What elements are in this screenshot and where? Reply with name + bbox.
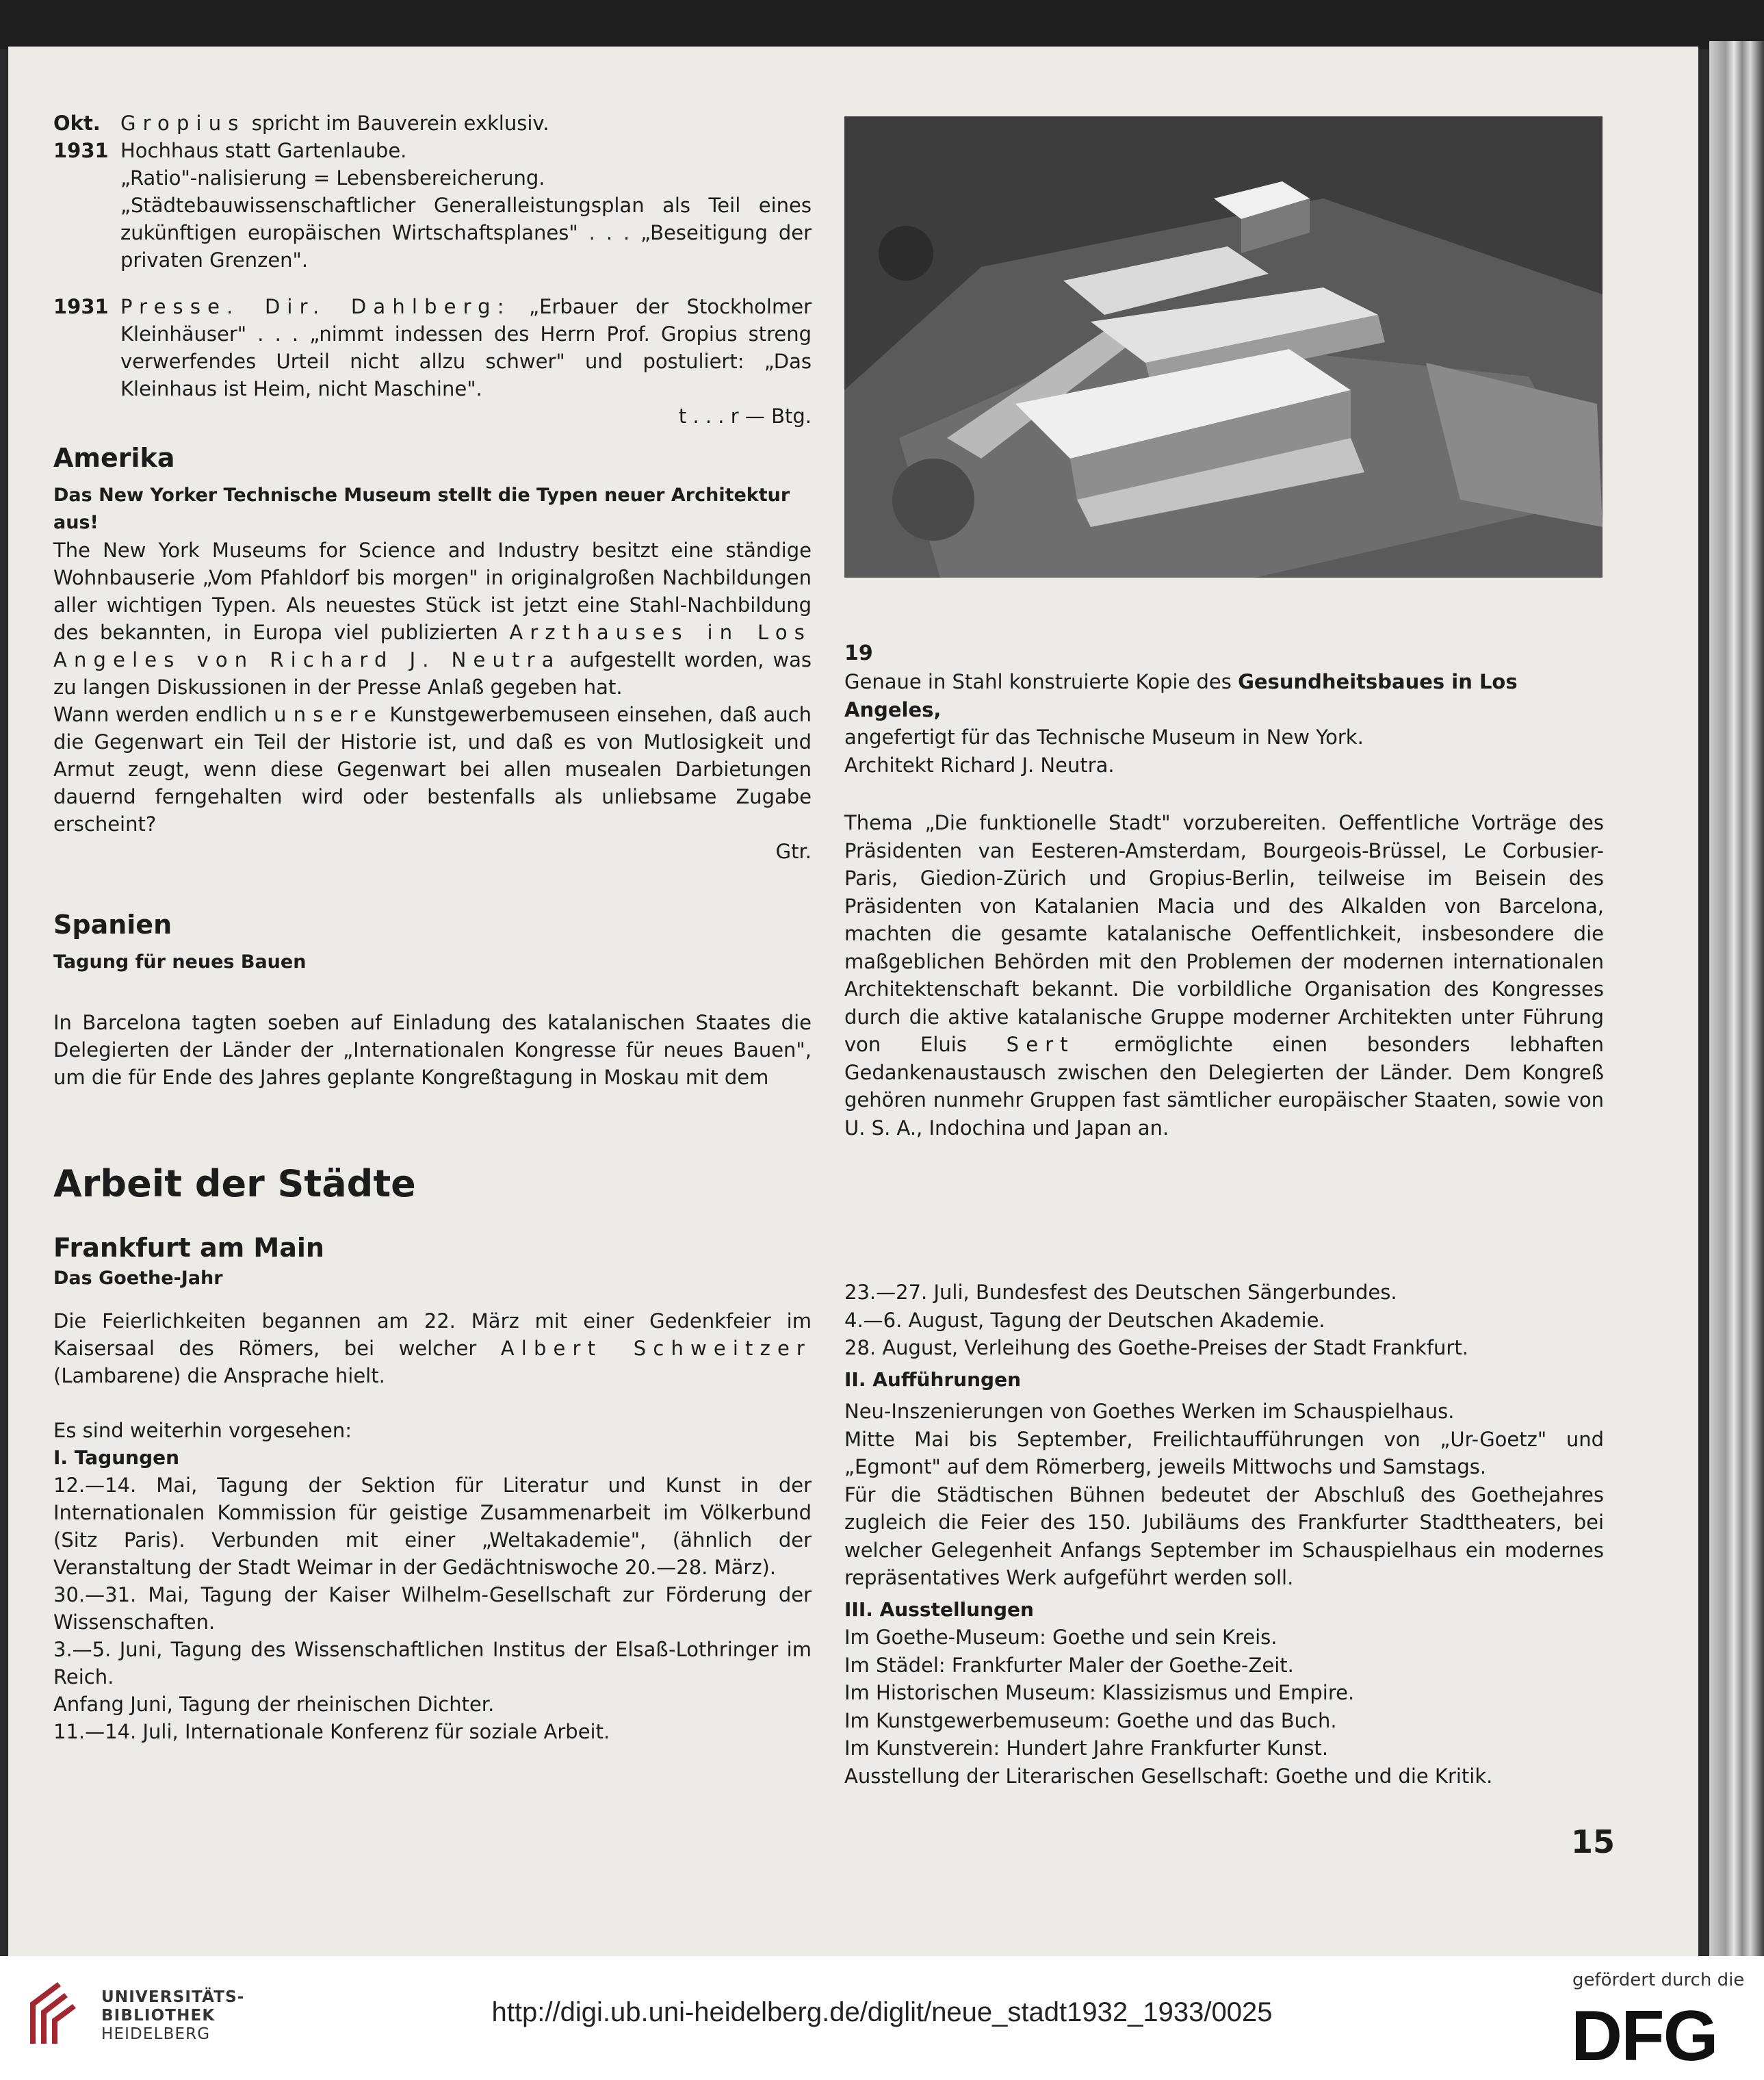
- paragraph-museum: The New York Museums for Science and Industry besitzt eine ständige Wohnbauserie „Vom Pfahldorf bis morgen" in originalgroßen Nachbildungen aller wichtigen Typen. Als neuestes Stück ist jetzt eine Stahl-Nachbildung des bekannten, in Europa viel publizierten Arzthauses in Los Angeles von Richard J. Neutra aufgestellt worden, was zu langen Diskussionen in der Presse Anlaß gegeben hat.: [53, 539, 812, 699]
- list-item: Im Historischen Museum: Klassizismus und Empire.: [844, 1681, 1355, 1704]
- paragraph-kunstgewerbe: Wann werden endlich unsere Kunstgewerbemuseen einsehen, daß auch die Gegenwart ein Teil der Historie ist, und daß es von Mutlosigkeit und Armut zeugt, wenn diese Gegenwart bei allen musealen Darbietungen dauernd ferngehalten wird oder bestenfalls als unliebsame Zugabe erscheint?: [53, 703, 812, 836]
- scan-book-edge: [1709, 41, 1764, 1957]
- page-number: 15: [1571, 1823, 1616, 1860]
- subheading-museum: Das New Yorker Technische Museum stellt die Typen neuer Architektur aus!: [53, 485, 790, 533]
- list-item: Im Kunstgewerbemuseum: Goethe und das Buch.: [844, 1708, 1337, 1732]
- library-name: UNIVERSITÄTS- BIBLIOTHEK HEIDELBERG: [101, 1988, 245, 2043]
- list-item: 28. August, Verleihung des Goethe-Preises der Stadt Frankfurt.: [844, 1336, 1468, 1359]
- paragraph-barcelona: In Barcelona tagten soeben auf Einladung des katalanischen Staates die Delegierten der Länder der „Internationalen Kongresse für neues Bauen", um die für Ende des Jahres geplante Kongreßtagung in Moskau mit dem: [53, 1011, 812, 1089]
- entry-1931: 1931 Presse. Dir. Dahlberg: „Erbauer der Stockholmer Kleinhäuser" . . . „nimmt indessen des Herrn Prof. Gropius streng verwerfendes Urteil nicht allzu schwer" und postuliert: „Das Kleinhaus ist Heim, nicht Maschine". t . . . r — Btg.: [53, 293, 812, 430]
- heading-ausstellungen: III. Ausstellungen: [844, 1597, 1034, 1621]
- entry-okt-1931: Okt. 1931 Gropius spricht im Bauverein exklusiv. Hochhaus statt Gartenlaube. „Ratio"-nalisierung = Lebensbereicherung. „Städtebauwissenschaftlicher Generalleistungsplan als Teil eines zukünftigen europäischen Wirtschaftsplanes" . . . „Beseitigung der privaten Grenzen".: [53, 110, 812, 274]
- entry-date: Okt. 1931: [53, 112, 109, 162]
- scan-top-edge: [0, 0, 1764, 49]
- dfg-logo: DFG: [1571, 1996, 1717, 2076]
- figure-caption: angefertigt für das Technische Museum in New York.: [844, 726, 1364, 749]
- funder-caption: gefördert durch die: [1572, 1970, 1745, 1990]
- paragraph-thema: Thema „Die funktionelle Stadt" vorzubereiten. Oeffentliche Vorträge des Präsidenten van Eesteren-Amsterdam, Bourgeois-Brüssel, Le Corbusier-Paris, Giedion-Zürich und Gropius-Berlin, teilweise im Beisein des Präsidenten von Katalanien Macia und des Alkalden von Barcelona, machten die gesamte katalanische Oeffentlichkeit, insbesondere die maßgeblichen Behörden mit den Problemen der modernen internationalen Architektenschaft bekannt. Die vorbildliche Organisation des Kongresses durch die aktive katalanische Gruppe moderner Architekten unter Führung von Eluis Sert ermöglichte einen besonders lebhaften Gedankenaustausch zwischen den Delegierten der Länder. Dem Kongreß gehören nunmehr Gruppen fast sämtlicher europäischer Staaten, sowie von U. S. A., Indochina und Japan an.: [844, 811, 1604, 1140]
- list-item: Neu-Inszenierungen von Goethes Werken im Schauspielhaus.: [844, 1400, 1455, 1423]
- speaker-name: Gropius: [120, 112, 246, 135]
- list-item: 11.—14. Juli, Internationale Konferenz für soziale Arbeit.: [53, 1720, 610, 1743]
- list-item: 3.—5. Juni, Tagung des Wissenschaftlichen Institus der Elsaß-Lothringer im Reich.: [53, 1638, 812, 1689]
- paragraph-vorgesehen: Es sind weiterhin vorgesehen:: [53, 1419, 352, 1442]
- signature: Gtr.: [775, 840, 812, 863]
- list-item: Ausstellung der Literarischen Gesellschaft: Goethe und die Kritik.: [844, 1764, 1493, 1788]
- subheading-goethe-jahr: Das Goethe-Jahr: [53, 1268, 223, 1289]
- list-item: Für die Städtischen Bühnen bedeutet der Abschluß des Goethejahres zugleich die Feier des 150. Jubiläums des Frankfurter Stadttheaters, bei welcher Gelegenheit Anfangs September im Schauspielhaus ein modernes repräsentatives Werk aufgeführt werden soll.: [844, 1482, 1604, 1589]
- figure-caption: Architekt Richard J. Neutra.: [844, 753, 1115, 777]
- paragraph-feierlichkeiten: Die Feierlichkeiten begannen am 22. März mit einer Gedenkfeier im Kaisersaal des Römers, bei welcher Albert Schweitzer (Lambarene) die Ansprache hielt.: [53, 1309, 812, 1387]
- list-item: Im Goethe-Museum: Goethe und sein Kreis.: [844, 1626, 1277, 1649]
- list-item: 30.—31. Mai, Tagung der Kaiser Wilhelm-Gesellschaft zur Förderung der Wissenschaften.: [53, 1583, 812, 1634]
- list-item: 12.—14. Mai, Tagung der Sektion für Literatur und Kunst in der Internationalen Kommission für geistige Zusammenarbeit im Völkerbund (Sitz Paris). Verbunden mit einer „Weltakademie", (ähnlich der Veranstaltung der Stadt Weimar in der Gedächtniswoche 20.—28. März).: [53, 1474, 812, 1579]
- heading-amerika: Amerika: [53, 443, 175, 473]
- heading-spanien: Spanien: [53, 910, 172, 940]
- list-item: Anfang Juni, Tagung der rheinischen Dichter.: [53, 1693, 495, 1716]
- heading-auffuehrungen: II. Aufführungen: [844, 1368, 1022, 1391]
- subheading-tagung: Tagung für neues Bauen: [53, 951, 307, 973]
- list-item: Im Städel: Frankfurter Maler der Goethe-Zeit.: [844, 1653, 1294, 1677]
- list-item: Mitte Mai bis September, Freilichtaufführungen von „Ur-Goetz" und „Egmont" auf dem Römerberg, jeweils Mittwochs und Samstags.: [844, 1427, 1604, 1478]
- left-column: [53, 110, 812, 1745]
- figure-number: 19: [844, 641, 873, 665]
- right-column: [844, 639, 1604, 1790]
- figure-caption: Genaue in Stahl konstruierte Kopie des Gesundheitsbaues in Los Angeles,: [844, 670, 1518, 721]
- heading-arbeit-der-staedte: Arbeit der Städte: [53, 1162, 416, 1205]
- list-item: 23.—27. Juli, Bundesfest des Deutschen Sängerbundes.: [844, 1281, 1397, 1304]
- list-item: 4.—6. August, Tagung der Deutschen Akademie.: [844, 1308, 1325, 1332]
- architecture-model-photo: [844, 116, 1603, 578]
- list-item: Im Kunstverein: Hundert Jahre Frankfurter Kunst.: [844, 1736, 1329, 1760]
- permalink-url[interactable]: http://digi.ub.uni-heidelberg.de/diglit/neue_stadt1932_1933/0025: [491, 1997, 1273, 2027]
- photo-illustration: [844, 116, 1603, 578]
- entry-date: 1931: [53, 295, 109, 318]
- heading-tagungen: I. Tagungen: [53, 1446, 180, 1469]
- signature: t . . . r — Btg.: [678, 405, 812, 428]
- heading-frankfurt: Frankfurt am Main: [53, 1233, 324, 1263]
